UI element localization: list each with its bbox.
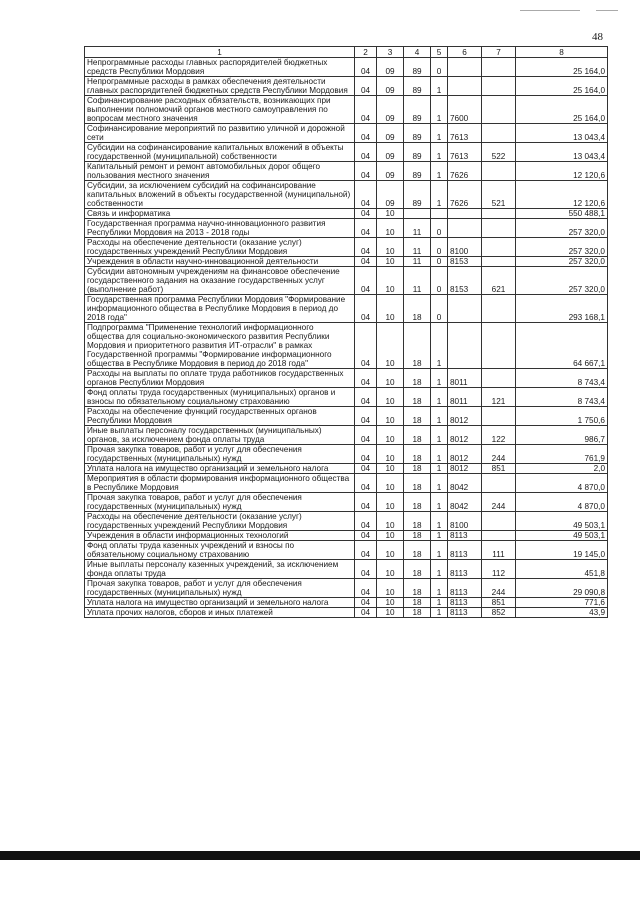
row-code-cell: 04 xyxy=(355,124,377,143)
row-code-cell: 244 xyxy=(482,579,516,598)
row-name-cell: Учреждения в области информационных технологий xyxy=(85,531,355,541)
table-body xyxy=(85,58,608,618)
table-row xyxy=(85,238,608,257)
row-name-cell: Фонд оплаты труда государственных (муниципальных) органов и взносы по обязательному социальному страхованию xyxy=(85,388,355,407)
row-code-cell: 1 xyxy=(431,493,448,512)
row-name-cell: Субсидии, за исключением субсидий на софинансирование капитальных вложений в объекты государственной (муниципальной) собственности xyxy=(85,181,355,209)
table-row xyxy=(85,445,608,464)
row-code-cell: 851 xyxy=(482,464,516,474)
row-code-cell: 04 xyxy=(355,77,377,96)
row-code-cell: 8153 xyxy=(448,267,482,295)
row-code-cell: 0 xyxy=(431,257,448,267)
row-code-cell: 18 xyxy=(404,407,431,426)
row-code-cell: 09 xyxy=(377,77,404,96)
row-amount-cell: 25 164,0 xyxy=(516,58,608,77)
row-code-cell: 04 xyxy=(355,143,377,162)
row-code-cell: 1 xyxy=(431,388,448,407)
row-name-cell: Субсидии на софинансирование капитальных вложений в объекты государственной (муниципальной) собственности xyxy=(85,143,355,162)
column-header: 8 xyxy=(516,47,608,58)
row-code-cell: 04 xyxy=(355,579,377,598)
row-code-cell: 10 xyxy=(377,493,404,512)
column-header: 7 xyxy=(482,47,516,58)
row-name-cell: Иные выплаты персоналу казенных учреждений, за исключением фонда оплаты труда xyxy=(85,560,355,579)
row-code-cell: 10 xyxy=(377,238,404,257)
row-code-cell: 04 xyxy=(355,541,377,560)
row-code-cell: 10 xyxy=(377,219,404,238)
row-amount-cell: 1 750,6 xyxy=(516,407,608,426)
row-code-cell xyxy=(482,369,516,388)
table-row xyxy=(85,323,608,369)
row-code-cell: 1 xyxy=(431,598,448,608)
row-amount-cell: 64 667,1 xyxy=(516,323,608,369)
row-amount-cell: 29 090,8 xyxy=(516,579,608,598)
budget-table xyxy=(84,46,608,618)
row-name-cell: Уплата налога на имущество организаций и земельного налога xyxy=(85,464,355,474)
row-name-cell: Подпрограмма "Применение технологий информационного общества для социально-экономического развития Республики Мордовия и приоритетного развития ИТ-отрасли" в рамках Государственной программы "Формирование информационного общества в Республике Мордовия в период до 2018 года" xyxy=(85,323,355,369)
table-row xyxy=(85,407,608,426)
row-code-cell: 10 xyxy=(377,257,404,267)
table-row xyxy=(85,209,608,219)
row-amount-cell: 2,0 xyxy=(516,464,608,474)
row-code-cell xyxy=(448,77,482,96)
row-code-cell xyxy=(482,295,516,323)
table-row xyxy=(85,295,608,323)
row-code-cell: 1 xyxy=(431,560,448,579)
table-row xyxy=(85,96,608,124)
row-code-cell xyxy=(482,257,516,267)
column-header: 5 xyxy=(431,47,448,58)
row-code-cell: 04 xyxy=(355,531,377,541)
table-row xyxy=(85,124,608,143)
row-code-cell: 522 xyxy=(482,143,516,162)
row-code-cell: 04 xyxy=(355,493,377,512)
row-code-cell: 89 xyxy=(404,58,431,77)
row-amount-cell: 293 168,1 xyxy=(516,295,608,323)
table-row xyxy=(85,426,608,445)
row-code-cell: 1 xyxy=(431,464,448,474)
row-code-cell: 8011 xyxy=(448,388,482,407)
row-code-cell: 121 xyxy=(482,388,516,407)
row-code-cell: 09 xyxy=(377,143,404,162)
row-amount-cell: 49 503,1 xyxy=(516,512,608,531)
row-code-cell: 7626 xyxy=(448,162,482,181)
row-code-cell xyxy=(448,323,482,369)
row-amount-cell: 19 145,0 xyxy=(516,541,608,560)
row-code-cell: 18 xyxy=(404,531,431,541)
row-name-cell: Мероприятия в области формирования информационного общества в Республике Мордовия xyxy=(85,474,355,493)
row-code-cell: 09 xyxy=(377,96,404,124)
row-code-cell: 8100 xyxy=(448,238,482,257)
row-code-cell: 11 xyxy=(404,257,431,267)
row-code-cell: 10 xyxy=(377,369,404,388)
row-code-cell: 852 xyxy=(482,608,516,618)
row-name-cell: Субсидии автономным учреждениям на финансовое обеспечение государственного задания на оказание государственных услуг (выполнение работ) xyxy=(85,267,355,295)
row-code-cell xyxy=(482,407,516,426)
row-code-cell: 18 xyxy=(404,608,431,618)
row-code-cell: 7626 xyxy=(448,181,482,209)
table-row xyxy=(85,369,608,388)
row-amount-cell: 8 743,4 xyxy=(516,369,608,388)
row-code-cell: 10 xyxy=(377,598,404,608)
row-code-cell: 04 xyxy=(355,426,377,445)
row-code-cell: 09 xyxy=(377,58,404,77)
row-code-cell: 1 xyxy=(431,96,448,124)
row-code-cell: 89 xyxy=(404,181,431,209)
table-row xyxy=(85,464,608,474)
table-row xyxy=(85,560,608,579)
row-code-cell xyxy=(404,209,431,219)
row-code-cell: 04 xyxy=(355,209,377,219)
row-code-cell: 18 xyxy=(404,426,431,445)
table-row xyxy=(85,388,608,407)
row-name-cell: Прочая закупка товаров, работ и услуг для обеспечения государственных (муниципальных) нужд xyxy=(85,445,355,464)
row-code-cell: 04 xyxy=(355,257,377,267)
scan-mark xyxy=(596,10,618,11)
row-amount-cell: 4 870,0 xyxy=(516,474,608,493)
row-code-cell: 10 xyxy=(377,464,404,474)
row-name-cell: Фонд оплаты труда казенных учреждений и взносы по обязательному социальному страхованию xyxy=(85,541,355,560)
row-code-cell: 04 xyxy=(355,407,377,426)
row-code-cell: 8042 xyxy=(448,474,482,493)
row-code-cell: 8113 xyxy=(448,531,482,541)
row-name-cell: Уплата прочих налогов, сборов и иных платежей xyxy=(85,608,355,618)
row-code-cell: 1 xyxy=(431,143,448,162)
row-code-cell: 7613 xyxy=(448,124,482,143)
row-code-cell: 18 xyxy=(404,493,431,512)
row-code-cell: 18 xyxy=(404,323,431,369)
row-code-cell: 89 xyxy=(404,143,431,162)
row-amount-cell: 12 120,6 xyxy=(516,162,608,181)
row-code-cell: 10 xyxy=(377,541,404,560)
row-code-cell xyxy=(431,209,448,219)
row-amount-cell: 550 488,1 xyxy=(516,209,608,219)
row-name-cell: Уплата налога на имущество организаций и земельного налога xyxy=(85,598,355,608)
row-code-cell: 04 xyxy=(355,474,377,493)
row-amount-cell: 257 320,0 xyxy=(516,257,608,267)
row-code-cell: 04 xyxy=(355,181,377,209)
row-amount-cell: 13 043,4 xyxy=(516,143,608,162)
row-code-cell: 8012 xyxy=(448,426,482,445)
row-code-cell: 7600 xyxy=(448,96,482,124)
row-code-cell: 04 xyxy=(355,162,377,181)
row-code-cell: 09 xyxy=(377,124,404,143)
row-code-cell: 0 xyxy=(431,267,448,295)
row-code-cell: 10 xyxy=(377,531,404,541)
row-code-cell: 10 xyxy=(377,267,404,295)
row-code-cell: 11 xyxy=(404,238,431,257)
row-code-cell: 10 xyxy=(377,388,404,407)
row-code-cell: 1 xyxy=(431,541,448,560)
column-header: 6 xyxy=(448,47,482,58)
row-name-cell: Связь и информатика xyxy=(85,209,355,219)
table-row xyxy=(85,598,608,608)
row-code-cell: 10 xyxy=(377,426,404,445)
row-code-cell xyxy=(482,77,516,96)
row-code-cell xyxy=(482,219,516,238)
row-amount-cell: 12 120,6 xyxy=(516,181,608,209)
row-code-cell: 1 xyxy=(431,474,448,493)
row-code-cell: 851 xyxy=(482,598,516,608)
row-code-cell: 09 xyxy=(377,181,404,209)
row-code-cell: 1 xyxy=(431,512,448,531)
row-code-cell xyxy=(482,531,516,541)
table-row xyxy=(85,257,608,267)
row-code-cell: 8113 xyxy=(448,560,482,579)
row-name-cell: Расходы на обеспечение функций государственных органов Республики Мордовия xyxy=(85,407,355,426)
row-amount-cell: 43,9 xyxy=(516,608,608,618)
row-code-cell: 11 xyxy=(404,267,431,295)
column-header: 3 xyxy=(377,47,404,58)
row-name-cell: Непрограммные расходы в рамках обеспечения деятельности главных распорядителей бюджетных средств Республики Мордовия xyxy=(85,77,355,96)
table-row xyxy=(85,608,608,618)
row-code-cell: 1 xyxy=(431,323,448,369)
row-name-cell: Капитальный ремонт и ремонт автомобильных дорог общего пользования местного значения xyxy=(85,162,355,181)
row-code-cell: 10 xyxy=(377,323,404,369)
row-code-cell: 10 xyxy=(377,445,404,464)
row-code-cell: 04 xyxy=(355,295,377,323)
table-row xyxy=(85,579,608,598)
row-code-cell: 1 xyxy=(431,445,448,464)
row-code-cell: 1 xyxy=(431,124,448,143)
row-code-cell xyxy=(448,209,482,219)
row-amount-cell: 8 743,4 xyxy=(516,388,608,407)
row-code-cell: 04 xyxy=(355,464,377,474)
row-code-cell: 04 xyxy=(355,267,377,295)
row-code-cell: 1 xyxy=(431,162,448,181)
row-code-cell: 10 xyxy=(377,560,404,579)
table-row xyxy=(85,58,608,77)
row-code-cell: 18 xyxy=(404,369,431,388)
row-code-cell xyxy=(482,512,516,531)
row-code-cell: 1 xyxy=(431,426,448,445)
row-name-cell: Прочая закупка товаров, работ и услуг для обеспечения государственных (муниципальных) нужд xyxy=(85,579,355,598)
row-amount-cell: 451,8 xyxy=(516,560,608,579)
row-name-cell: Государственная программа научно-инновационного развития Республики Мордовия на 2013 - 2018 годы xyxy=(85,219,355,238)
column-header: 2 xyxy=(355,47,377,58)
row-code-cell: 04 xyxy=(355,96,377,124)
row-code-cell: 8011 xyxy=(448,369,482,388)
row-code-cell: 18 xyxy=(404,445,431,464)
row-code-cell: 10 xyxy=(377,474,404,493)
row-code-cell: 1 xyxy=(431,77,448,96)
row-code-cell: 122 xyxy=(482,426,516,445)
row-code-cell: 04 xyxy=(355,323,377,369)
table-row xyxy=(85,541,608,560)
table-row xyxy=(85,143,608,162)
row-code-cell: 10 xyxy=(377,512,404,531)
row-code-cell: 8012 xyxy=(448,464,482,474)
row-code-cell: 1 xyxy=(431,369,448,388)
row-code-cell: 8012 xyxy=(448,445,482,464)
row-code-cell: 8113 xyxy=(448,598,482,608)
row-code-cell: 7613 xyxy=(448,143,482,162)
table-row xyxy=(85,219,608,238)
row-amount-cell: 49 503,1 xyxy=(516,531,608,541)
row-code-cell: 18 xyxy=(404,474,431,493)
row-code-cell: 621 xyxy=(482,267,516,295)
row-code-cell xyxy=(448,219,482,238)
row-code-cell: 1 xyxy=(431,407,448,426)
row-code-cell: 18 xyxy=(404,512,431,531)
row-code-cell: 18 xyxy=(404,598,431,608)
row-code-cell: 04 xyxy=(355,512,377,531)
row-code-cell: 8153 xyxy=(448,257,482,267)
row-code-cell: 8012 xyxy=(448,407,482,426)
row-amount-cell: 25 164,0 xyxy=(516,96,608,124)
row-name-cell: Софинансирование мероприятий по развитию уличной и дорожной сети xyxy=(85,124,355,143)
scan-mark xyxy=(520,10,580,11)
row-code-cell xyxy=(482,238,516,257)
row-name-cell: Расходы на выплаты по оплате труда работников государственных органов Республики Мордовия xyxy=(85,369,355,388)
row-name-cell: Прочая закупка товаров, работ и услуг для обеспечения государственных (муниципальных) нужд xyxy=(85,493,355,512)
row-name-cell: Расходы на обеспечение деятельности (оказание услуг) государственных учреждений Республики Мордовия xyxy=(85,238,355,257)
row-code-cell xyxy=(482,209,516,219)
row-code-cell: 89 xyxy=(404,124,431,143)
row-code-cell: 521 xyxy=(482,181,516,209)
table-row xyxy=(85,77,608,96)
row-code-cell: 1 xyxy=(431,181,448,209)
row-code-cell: 1 xyxy=(431,608,448,618)
row-code-cell: 04 xyxy=(355,608,377,618)
row-code-cell: 04 xyxy=(355,219,377,238)
row-code-cell: 10 xyxy=(377,209,404,219)
row-code-cell: 8042 xyxy=(448,493,482,512)
row-code-cell: 04 xyxy=(355,598,377,608)
row-code-cell: 0 xyxy=(431,58,448,77)
row-name-cell: Иные выплаты персоналу государственных (муниципальных) органов, за исключением фонда оплаты труда xyxy=(85,426,355,445)
row-name-cell: Учреждения в области научно-инновационной деятельности xyxy=(85,257,355,267)
row-code-cell: 18 xyxy=(404,541,431,560)
row-code-cell: 244 xyxy=(482,493,516,512)
row-amount-cell: 771,6 xyxy=(516,598,608,608)
row-code-cell: 0 xyxy=(431,238,448,257)
row-code-cell: 04 xyxy=(355,560,377,579)
row-code-cell: 1 xyxy=(431,531,448,541)
row-code-cell: 04 xyxy=(355,58,377,77)
table-row xyxy=(85,267,608,295)
row-code-cell: 8113 xyxy=(448,541,482,560)
row-name-cell: Расходы на обеспечение деятельности (оказание услуг) государственных учреждений Республики Мордовия xyxy=(85,512,355,531)
row-code-cell: 1 xyxy=(431,579,448,598)
row-code-cell: 04 xyxy=(355,445,377,464)
row-amount-cell: 13 043,4 xyxy=(516,124,608,143)
row-code-cell: 89 xyxy=(404,96,431,124)
row-amount-cell: 25 164,0 xyxy=(516,77,608,96)
row-code-cell: 04 xyxy=(355,388,377,407)
row-code-cell: 8113 xyxy=(448,579,482,598)
scan-edge-band xyxy=(0,851,640,860)
row-code-cell: 04 xyxy=(355,238,377,257)
row-code-cell: 18 xyxy=(404,464,431,474)
row-code-cell: 18 xyxy=(404,560,431,579)
row-code-cell: 18 xyxy=(404,295,431,323)
table-row xyxy=(85,512,608,531)
table-row xyxy=(85,162,608,181)
table-row xyxy=(85,531,608,541)
row-amount-cell: 257 320,0 xyxy=(516,267,608,295)
row-code-cell: 8113 xyxy=(448,608,482,618)
row-code-cell xyxy=(482,162,516,181)
row-amount-cell: 761,9 xyxy=(516,445,608,464)
table-row xyxy=(85,493,608,512)
row-code-cell: 04 xyxy=(355,369,377,388)
row-code-cell: 10 xyxy=(377,608,404,618)
row-name-cell: Государственная программа Республики Мордовия "Формирование информационного общества в Республике Мордовия в период до 2018 года" xyxy=(85,295,355,323)
row-amount-cell: 4 870,0 xyxy=(516,493,608,512)
row-amount-cell: 257 320,0 xyxy=(516,219,608,238)
table-row xyxy=(85,474,608,493)
row-code-cell: 10 xyxy=(377,579,404,598)
row-code-cell: 09 xyxy=(377,162,404,181)
row-code-cell: 0 xyxy=(431,295,448,323)
row-code-cell: 18 xyxy=(404,579,431,598)
row-code-cell: 244 xyxy=(482,445,516,464)
table-row xyxy=(85,181,608,209)
column-header: 4 xyxy=(404,47,431,58)
row-code-cell: 111 xyxy=(482,541,516,560)
row-code-cell: 10 xyxy=(377,295,404,323)
row-code-cell xyxy=(482,58,516,77)
row-name-cell: Софинансирование расходных обязательств, возникающих при выполнении полномочий органов местного самоуправления по вопросам местного значения xyxy=(85,96,355,124)
row-code-cell: 10 xyxy=(377,407,404,426)
row-code-cell: 89 xyxy=(404,162,431,181)
page-number: 48 xyxy=(592,31,603,43)
row-code-cell xyxy=(482,474,516,493)
row-code-cell: 0 xyxy=(431,219,448,238)
row-code-cell: 8100 xyxy=(448,512,482,531)
row-name-cell: Непрограммные расходы главных распорядителей бюджетных средств Республики Мордовия xyxy=(85,58,355,77)
table-header-row xyxy=(85,47,608,58)
row-code-cell: 18 xyxy=(404,388,431,407)
row-amount-cell: 986,7 xyxy=(516,426,608,445)
row-code-cell xyxy=(482,124,516,143)
column-header: 1 xyxy=(85,47,355,58)
row-code-cell xyxy=(448,58,482,77)
row-code-cell: 89 xyxy=(404,77,431,96)
row-code-cell xyxy=(482,323,516,369)
row-code-cell xyxy=(482,96,516,124)
row-code-cell: 11 xyxy=(404,219,431,238)
row-amount-cell: 257 320,0 xyxy=(516,238,608,257)
row-code-cell xyxy=(448,295,482,323)
row-code-cell: 112 xyxy=(482,560,516,579)
